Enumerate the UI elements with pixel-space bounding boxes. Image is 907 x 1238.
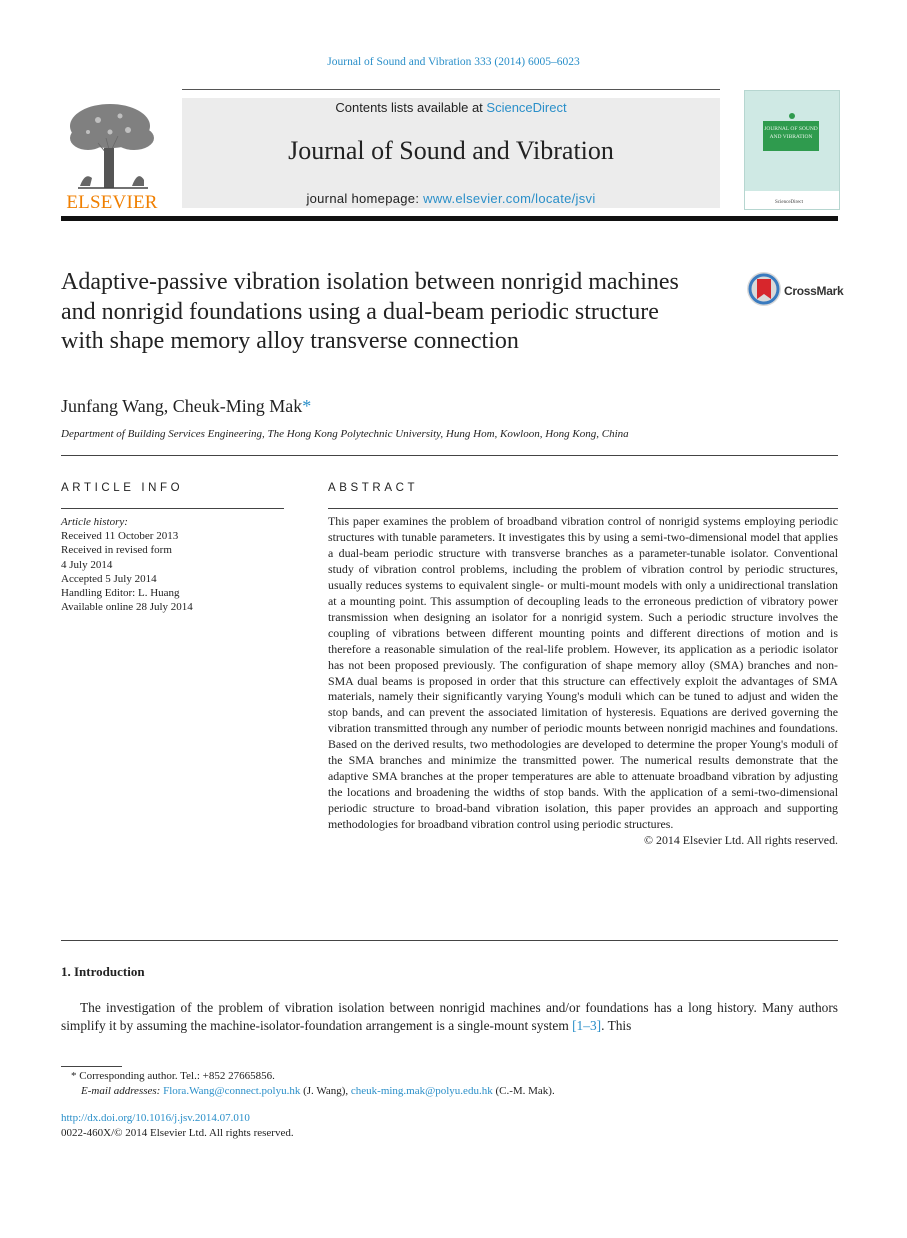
introduction-paragraph	[61, 999, 838, 1034]
homepage-prefix: journal homepage:	[306, 191, 424, 206]
homepage-link[interactable]: www.elsevier.com/locate/jsvi	[423, 191, 596, 206]
abstract-rule	[328, 508, 838, 509]
section-heading-introduction: 1. Introduction	[61, 964, 145, 979]
article-title: Adaptive-passive vibration isolation between nonrigid machines and nonrigid foundations using a dual-beam periodic structure with shape memory alloy transverse connection	[61, 269, 679, 354]
journal-cover-thumbnail[interactable]	[744, 90, 840, 210]
email-suffix: (C.-M. Mak).	[492, 1085, 555, 1097]
article-info-heading: ARTICLE INFO	[61, 482, 184, 494]
history-item: 4 July 2014	[61, 558, 113, 571]
affiliation: Department of Building Services Engineering, The Hong Kong Polytechnic University, Hung Hom, Kowloon, Hong Kong, China	[61, 428, 629, 440]
elsevier-wordmark: ELSEVIER	[66, 192, 158, 213]
journal-title: Journal of Sound and Vibration	[288, 136, 614, 165]
cover-title: JOURNAL OF SOUND AND VIBRATION	[763, 121, 819, 151]
cover-publisher: ScienceDirect	[775, 200, 804, 205]
abstract-heading: ABSTRACT	[328, 482, 419, 494]
email-suffix: (J. Wang),	[300, 1085, 351, 1097]
email-label: E-mail addresses:	[81, 1085, 161, 1097]
corresponding-author-mark[interactable]: *	[302, 396, 312, 416]
crossmark-icon	[746, 271, 782, 307]
email-note	[81, 1085, 555, 1097]
contents-line	[182, 100, 720, 115]
reference-link[interactable]: [1–3]	[572, 1017, 602, 1033]
abstract-end-rule	[61, 940, 838, 941]
abstract-copyright: © 2014 Elsevier Ltd. All rights reserved.	[644, 833, 838, 848]
email-link-mak[interactable]: cheuk-ming.mak@polyu.edu.hk	[350, 1085, 493, 1097]
crossmark-badge[interactable]	[746, 271, 846, 311]
elsevier-logo[interactable]	[58, 98, 166, 214]
issn-line: 0022-460X/© 2014 Elsevier Ltd. All rights reserved.	[61, 1127, 294, 1139]
footnote-rule	[61, 1066, 122, 1067]
intro-text: The investigation of the problem of vibration isolation between nonrigid machines and/or foundations has a long history. Many authors simplify it by assuming the machine-isolator-foundation arrangement is a single-mount system	[61, 1000, 838, 1033]
article-history	[61, 515, 291, 614]
abstract-text: This paper examines the problem of broadband vibration control of nonrigid systems employing periodic structures with tunable parameters. It investigates this by using a semi-two-dimensional model that applies a dual-beam periodic structure with transverse branches as a parameter-tunable isolator. Conventional study of vibration control problems, including the problem of vibration control by periodic structures, usually reduces systems to equivalent single- or multi-mount models with only a unidirectional translation at a mounting point. This assumption of decoupling leads to the erroneous prediction of vibratory power transmission when designing an isolator for a nonrigid system. Such a periodic structure involves the coupling of vibrations between different mounting points and different directions of motion and is therefore a reasonable simulation of the real-life problem. However, its application as a periodic isolator has not been proposed previously. The configuration of shape memory alloy (SMA) branches and non-SMA dual beams is proposed in order that this structure can effectively exploit the advantages of SMA materials, namely their significantly varying Young's moduli which can be tuned to adjust and widen the stop bands, and can prevent the associated limitation of hysteresis. Equations are derived governing the vibration transmitted through any number of periodic mounts between nonrigid machines and foundations. Based on the derived results, two methodologies are developed to determine the proper Young's moduli of the SMA branches and minimize the transmitted power. The numerical results demonstrate that the adaptive SMA branches at the proper temperatures are able to attenuate broadband vibration by adjusting the locations and broadening the widths of stop bands. With the application of a semi-two-dimensional periodic structure to broad-band vibration isolation, this paper provides an approach and supporting methodologies for broadband vibration control using periodic structures.	[328, 514, 838, 832]
abstract-body	[328, 514, 838, 849]
cover-emblem-icon	[789, 113, 795, 119]
history-item: Available online 28 July 2014	[61, 601, 193, 614]
header-divider	[61, 216, 838, 221]
authors-text: Junfang Wang, Cheuk-Ming Mak	[61, 396, 303, 416]
journal-banner	[182, 98, 720, 208]
doi-link[interactable]: http://dx.doi.org/10.1016/j.jsv.2014.07.010	[61, 1112, 250, 1124]
crossmark-label: CrossMark	[784, 284, 844, 298]
email-link-wang[interactable]: Flora.Wang@connect.polyu.hk	[163, 1085, 301, 1097]
banner-top-rule	[182, 89, 720, 90]
section-divider	[61, 455, 838, 456]
homepage-line	[182, 191, 720, 206]
history-item: Received 11 October 2013	[61, 530, 179, 543]
contents-prefix: Contents lists available at	[335, 100, 487, 115]
sciencedirect-link[interactable]: ScienceDirect	[486, 100, 567, 115]
intro-text-tail: . This	[601, 1017, 632, 1033]
tree-logo-icon	[58, 98, 166, 190]
journal-citation[interactable]: Journal of Sound and Vibration 333 (2014) 6005–6023	[327, 56, 580, 68]
history-item: Received in revised form	[61, 544, 172, 557]
history-item: Handling Editor: L. Huang	[61, 587, 180, 600]
history-item: Accepted 5 July 2014	[61, 572, 157, 585]
corresponding-author-note: * Corresponding author. Tel.: +852 27665856.	[71, 1070, 275, 1082]
history-label: Article history:	[61, 516, 128, 528]
author-list	[61, 396, 311, 417]
article-info-rule	[61, 508, 284, 509]
